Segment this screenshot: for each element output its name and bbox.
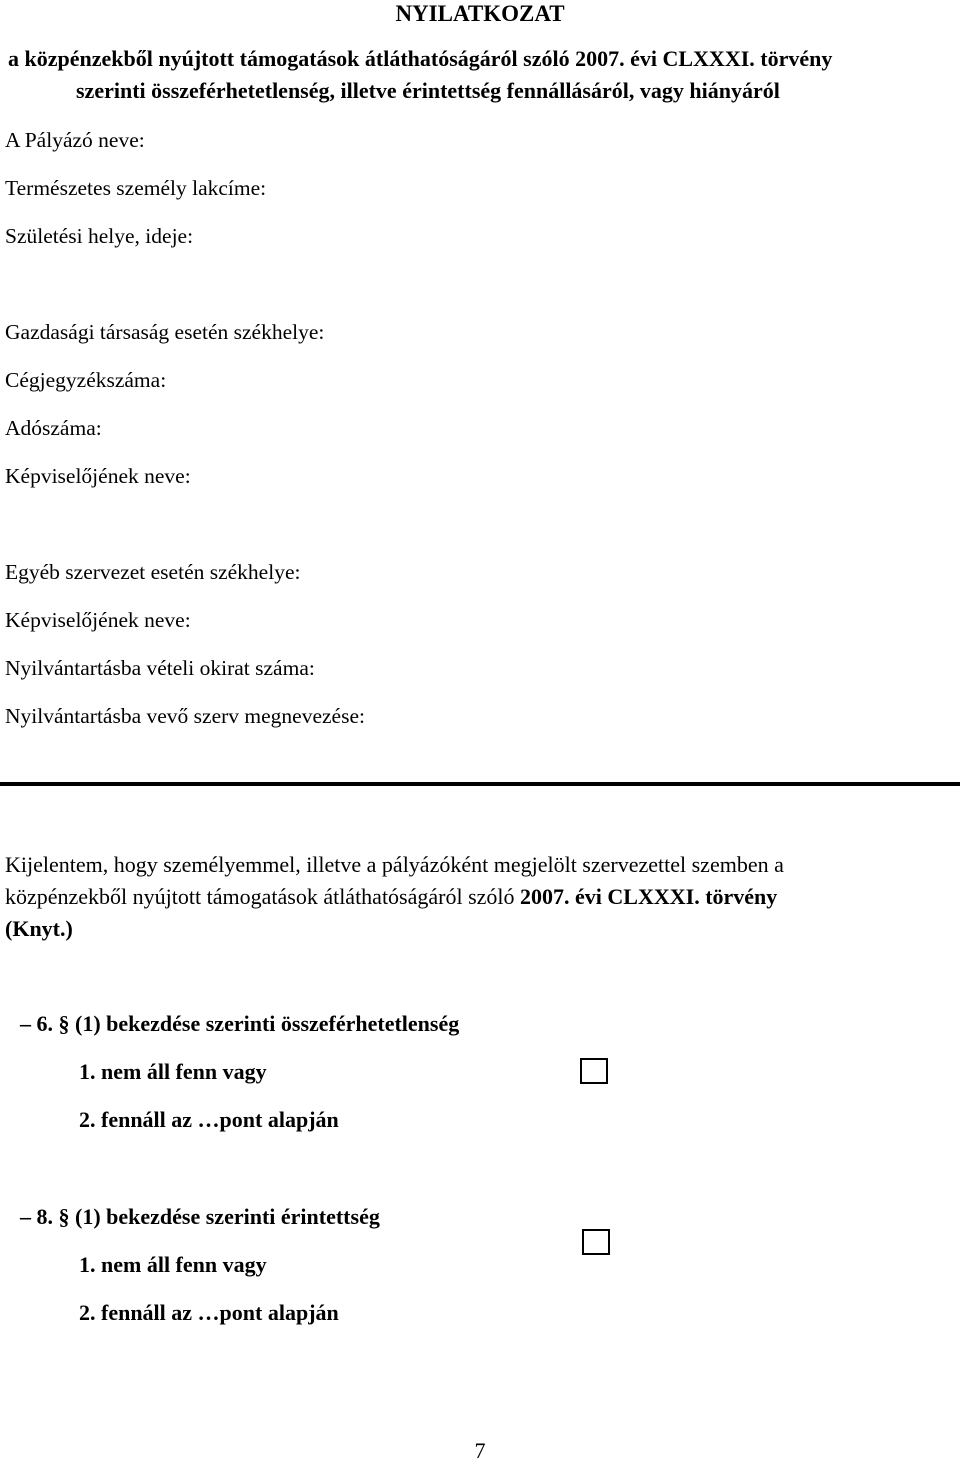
section-8-heading: – 8. § (1) bekezdése szerinti érintettség [20, 1204, 380, 1229]
separator-rule [0, 782, 960, 786]
organization-record-authority-label: Nyilvántartásba vevő szerv megnevezése: [5, 704, 365, 728]
declaration-law-reference: 2007. évi CLXXXI. törvény [520, 884, 778, 909]
section-6-checkbox[interactable] [580, 1058, 608, 1084]
section-6-option-1: 1. nem áll fenn vagy [79, 1059, 267, 1084]
company-seat-label: Gazdasági társaság esetén székhelye: [5, 320, 325, 344]
applicant-birth-label: Születési helye, ideje: [5, 224, 194, 248]
declaration-line-2-text: közpénzekből nyújtott támogatások átláthatóságáról szóló [5, 884, 521, 909]
section-8-option-1: 1. nem áll fenn vagy [79, 1252, 267, 1277]
document-subtitle-line-2: szerinti összeférhetetlenség, illetve érintettség fennállásáról, vagy hiányáról [76, 78, 780, 103]
company-tax-label: Adószáma: [5, 416, 102, 440]
page-number: 7 [474, 1438, 486, 1463]
organization-seat-label: Egyéb szervezet esetén székhelye: [5, 560, 301, 584]
document-subtitle-line-1: a közpénzekből nyújtott támogatások átláthatóságáról szóló 2007. évi CLXXXI. törvény [8, 46, 833, 71]
declaration-line-2 [5, 886, 777, 908]
declaration-line-3: (Knyt.) [5, 916, 73, 941]
organization-record-number-label: Nyilvántartásba vételi okirat száma: [5, 656, 315, 680]
applicant-address-label: Természetes személy lakcíme: [5, 176, 267, 200]
section-8-checkbox[interactable] [582, 1229, 610, 1255]
section-6-heading: – 6. § (1) bekezdése szerinti összeférhetetlenség [20, 1011, 460, 1036]
declaration-line-1: Kijelentem, hogy személyemmel, illetve a pályázóként megjelölt szervezettel szemben a [5, 852, 784, 877]
organization-representative-label: Képviselőjének neve: [5, 608, 191, 632]
company-registry-label: Cégjegyzékszáma: [5, 368, 167, 392]
section-8-option-2: 2. fennáll az …pont alapján [79, 1300, 339, 1325]
applicant-name-label: A Pályázó neve: [5, 128, 145, 152]
company-representative-label: Képviselőjének neve: [5, 464, 191, 488]
section-6-option-2: 2. fennáll az …pont alapján [79, 1107, 339, 1132]
document-title: NYILATKOZAT [395, 1, 565, 26]
